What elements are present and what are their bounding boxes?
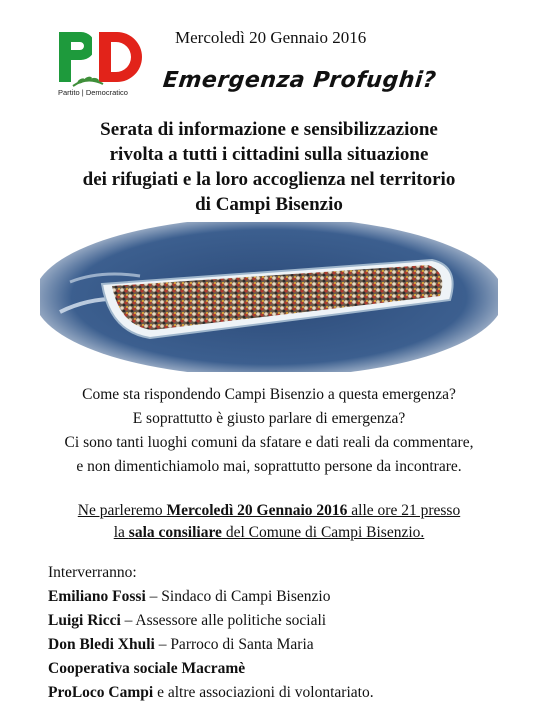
event-date: Mercoledì 20 Gennaio 2016 bbox=[175, 28, 367, 47]
speaker-item bbox=[48, 681, 518, 705]
speaker-item bbox=[48, 585, 518, 609]
announcement-text: alle ore 21 presso bbox=[347, 502, 461, 519]
question-line: Ci sono tanti luoghi comuni da sfatare e dati reali da commentare, bbox=[64, 434, 474, 451]
speaker-item bbox=[48, 609, 518, 633]
refugee-boat-image bbox=[40, 222, 498, 372]
poster-title: Emergenza Profughi? bbox=[161, 68, 438, 93]
speaker-name: Don Bledi Xhuli bbox=[48, 636, 155, 653]
logo-caption-left: Partito bbox=[58, 88, 80, 97]
speaker-name: Emiliano Fossi bbox=[48, 588, 146, 605]
announcement-text: la bbox=[113, 524, 129, 541]
announcement-date: Mercoledì 20 Gennaio 2016 bbox=[166, 502, 348, 519]
announcement-line bbox=[0, 522, 538, 544]
questions-paragraph bbox=[0, 383, 538, 479]
headline-line: dei rifugiati e la loro accoglienza nel territorio bbox=[82, 169, 456, 190]
speaker-role: – Parroco di Santa Maria bbox=[154, 636, 314, 653]
logo-caption-separator: | bbox=[81, 88, 84, 97]
speakers-intro: Interverranno: bbox=[48, 564, 137, 581]
logo-caption-right: Democratico bbox=[85, 88, 128, 97]
announcement-text: Ne parleremo bbox=[77, 502, 167, 519]
speakers-list bbox=[48, 561, 518, 705]
announcement-venue: sala consiliare bbox=[128, 524, 222, 541]
speaker-role: – Assessore alle politiche sociali bbox=[120, 612, 327, 629]
speaker-name: Cooperativa sociale Macramè bbox=[48, 660, 246, 677]
headline-line: rivolta a tutti i cittadini sulla situazione bbox=[109, 144, 429, 165]
speaker-item bbox=[48, 657, 518, 681]
speaker-name: Luigi Ricci bbox=[48, 612, 121, 629]
speaker-item bbox=[48, 633, 518, 657]
question-line: Come sta rispondendo Campi Bisenzio a questa emergenza? bbox=[82, 386, 456, 403]
headline bbox=[0, 117, 538, 217]
event-announcement bbox=[0, 500, 538, 544]
pd-logo-mark bbox=[59, 32, 142, 86]
headline-line: di Campi Bisenzio bbox=[195, 194, 343, 215]
headline-line: Serata di informazione e sensibilizzazione bbox=[100, 119, 438, 140]
announcement-text: del Comune di Campi Bisenzio. bbox=[221, 524, 425, 541]
question-line: e non dimentichiamolo mai, soprattutto persone da incontrare. bbox=[76, 458, 462, 475]
speaker-role: e altre associazioni di volontariato. bbox=[153, 684, 374, 701]
question-line: E soprattutto è giusto parlare di emergenza? bbox=[132, 410, 406, 427]
announcement-line bbox=[0, 500, 538, 522]
speaker-name: ProLoco Campi bbox=[48, 684, 154, 701]
pd-logo-caption bbox=[58, 88, 148, 97]
speaker-role: – Sindaco di Campi Bisenzio bbox=[145, 588, 331, 605]
